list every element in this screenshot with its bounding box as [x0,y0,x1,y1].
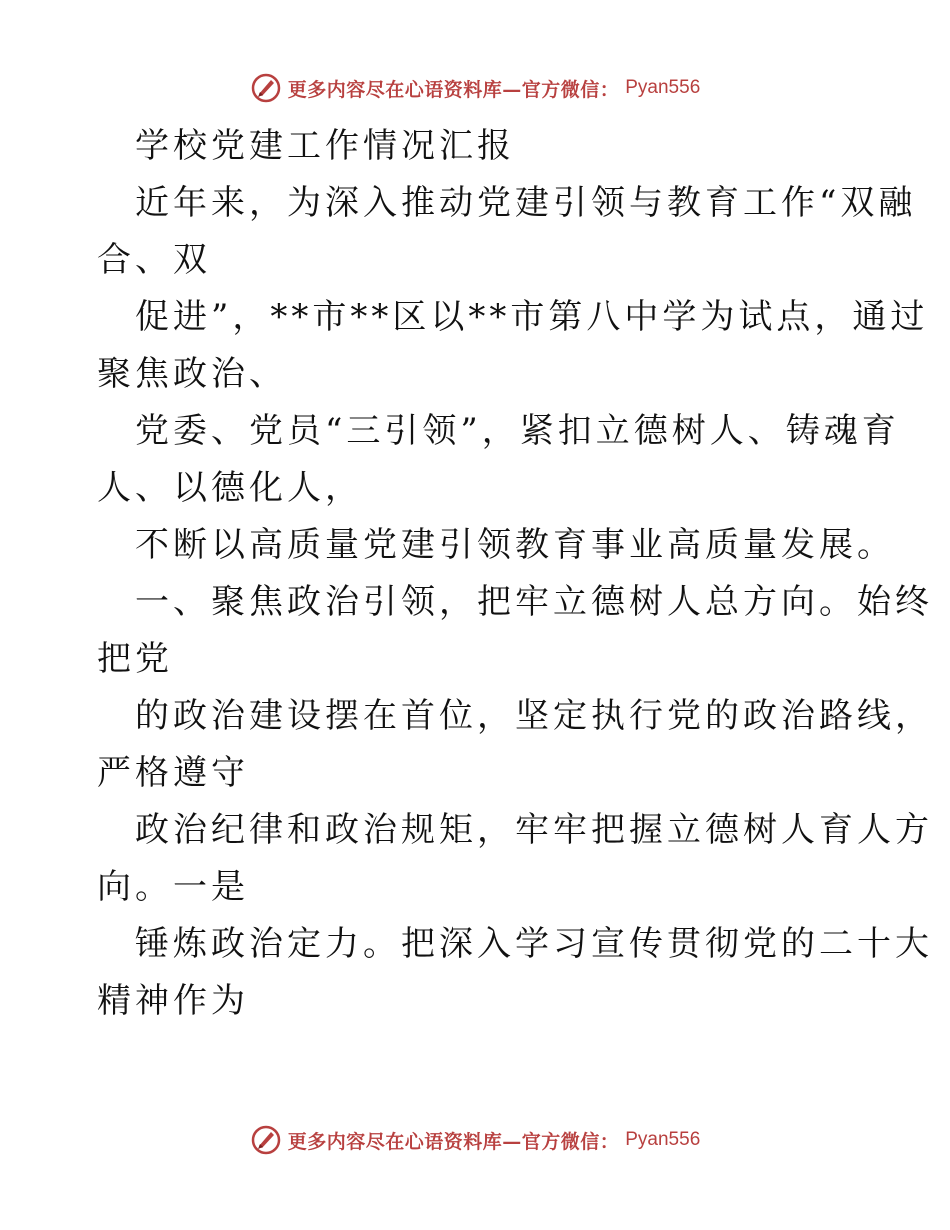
paragraph-line: 把党 [97,639,173,679]
document-body [97,118,933,1030]
pen-logo-icon [250,72,282,104]
paragraph-line: 精神作为 [97,981,249,1021]
paragraph-line: 不断以高质量党建引领教育事业高质量发展。 [135,525,895,565]
pen-logo-icon [250,1124,282,1156]
watermark-text: 更多内容尽在心语资料库—官方微信： [287,1130,620,1153]
paragraph-line: 近年来，为深入推动党建引领与教育工作“双融 [135,183,917,223]
watermark-footer [0,1124,950,1156]
paragraph-line: 党委、党员“三引领”，紧扣立德树人、铸魂育 [135,411,900,451]
paragraph-line: 向。一是 [97,867,249,907]
watermark-id: Pyan556 [625,1129,701,1150]
paragraph-line: 的政治建设摆在首位，坚定执行党的政治路线， [135,696,933,736]
paragraph-line: 人、以德化人， [97,468,363,508]
paragraph-line: 促进”，**市**区以**市第八中学为试点，通过 [135,297,929,337]
watermark-id: Pyan556 [625,77,701,98]
watermark-header [0,72,950,104]
paragraph-line: 政治纪律和政治规矩，牢牢把握立德树人育人方 [135,810,933,850]
section-heading-line: 一、聚焦政治引领，把牢立德树人总方向。始终 [135,582,933,622]
paragraph-line: 聚焦政治、 [97,354,287,394]
paragraph-line: 严格遵守 [97,753,249,793]
paragraph-line: 合、双 [97,240,211,280]
paragraph-line: 锤炼政治定力。把深入学习宣传贯彻党的二十大 [135,924,933,964]
document-title: 学校党建工作情况汇报 [135,126,515,166]
watermark-text: 更多内容尽在心语资料库—官方微信： [287,78,620,101]
